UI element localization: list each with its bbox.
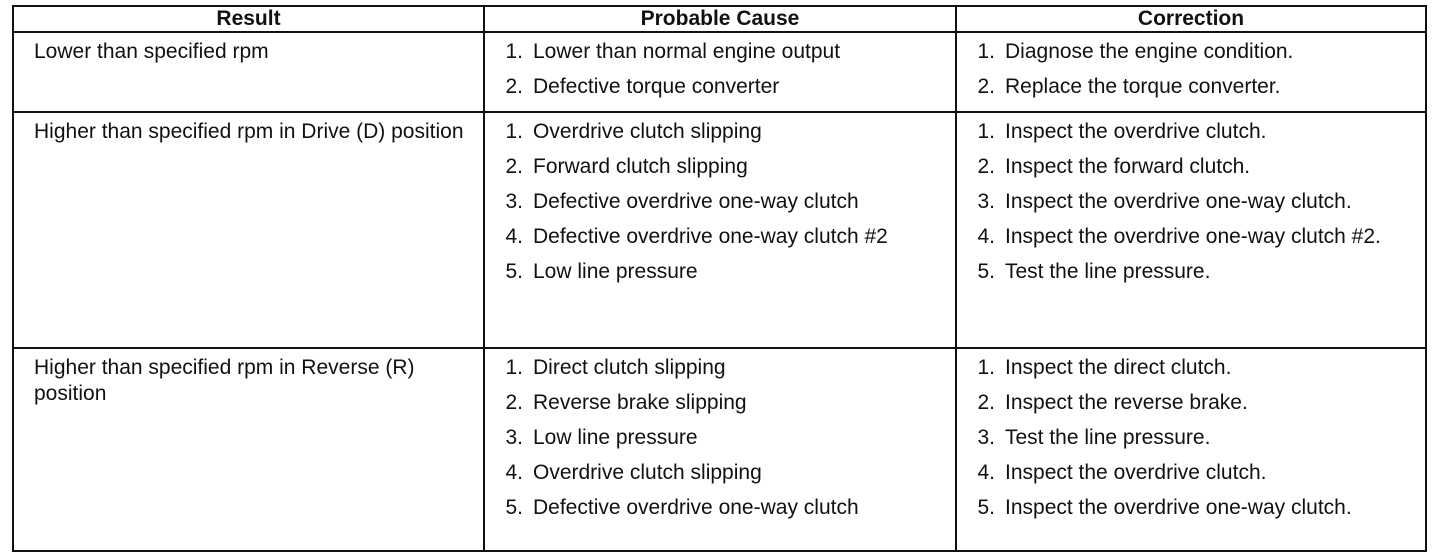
item-text: Defective overdrive one-way clutch: [533, 190, 859, 213]
item-number: 2.: [505, 75, 523, 98]
item-number: 5.: [505, 260, 523, 283]
item-text: Forward clutch slipping: [533, 155, 748, 178]
list-item: [491, 460, 949, 486]
item-text: Replace the torque converter.: [1005, 75, 1281, 98]
item-text: Defective overdrive one-way clutch: [533, 496, 859, 519]
list-item: [963, 355, 1419, 381]
cause-list: [491, 119, 949, 285]
item-number: 1.: [977, 40, 995, 63]
item-number: 1.: [977, 120, 995, 143]
list-item: [963, 119, 1419, 145]
item-text: Overdrive clutch slipping: [533, 120, 762, 143]
result-cell: Lower than specified rpm: [13, 32, 484, 112]
item-number: 5.: [505, 496, 523, 519]
correction-list: [963, 355, 1419, 521]
item-text: Inspect the overdrive one-way clutch.: [1005, 190, 1352, 213]
list-item: [963, 154, 1419, 180]
list-item: [491, 154, 949, 180]
item-text: Reverse brake slipping: [533, 391, 747, 414]
item-number: 4.: [505, 461, 523, 484]
list-item: [491, 39, 949, 65]
item-number: 1.: [505, 40, 523, 63]
item-text: Direct clutch slipping: [533, 356, 726, 379]
header-result: Result: [13, 6, 484, 32]
list-item: [491, 74, 949, 100]
result-cell: Higher than specified rpm in Reverse (R) position: [13, 348, 484, 551]
list-item: [491, 390, 949, 416]
list-item: [963, 425, 1419, 451]
item-number: 4.: [505, 225, 523, 248]
item-number: 3.: [505, 426, 523, 449]
correction-list: [963, 39, 1419, 100]
list-item: [491, 495, 949, 521]
correction-list: [963, 119, 1419, 285]
item-text: Inspect the overdrive clutch.: [1005, 461, 1267, 484]
item-text: Low line pressure: [533, 260, 698, 283]
table-row: [13, 348, 1426, 551]
correction-cell: [956, 32, 1426, 112]
item-text: Inspect the overdrive one-way clutch #2.: [1005, 225, 1381, 248]
item-text: Inspect the direct clutch.: [1005, 356, 1232, 379]
list-item: [963, 259, 1419, 285]
item-number: 4.: [977, 225, 995, 248]
list-item: [491, 189, 949, 215]
table-header: [13, 6, 1426, 32]
table-body: [13, 32, 1426, 551]
list-item: [491, 259, 949, 285]
table-row: [13, 112, 1426, 348]
item-text: Lower than normal engine output: [533, 40, 841, 63]
item-text: Inspect the reverse brake.: [1005, 391, 1248, 414]
item-text: Test the line pressure.: [1005, 426, 1211, 449]
item-number: 2.: [977, 155, 995, 178]
item-number: 2.: [505, 391, 523, 414]
item-number: 5.: [977, 260, 995, 283]
list-item: [491, 355, 949, 381]
list-item: [963, 224, 1419, 250]
item-number: 3.: [977, 190, 995, 213]
list-item: [963, 495, 1419, 521]
item-text: Inspect the overdrive clutch.: [1005, 120, 1267, 143]
diagnosis-table: [12, 5, 1427, 552]
item-number: 5.: [977, 496, 995, 519]
header-row: [13, 6, 1426, 32]
table-row: [13, 32, 1426, 112]
item-number: 1.: [977, 356, 995, 379]
list-item: [963, 390, 1419, 416]
item-text: Low line pressure: [533, 426, 698, 449]
item-number: 3.: [505, 190, 523, 213]
list-item: [491, 224, 949, 250]
cause-list: [491, 39, 949, 100]
item-text: Inspect the forward clutch.: [1005, 155, 1251, 178]
cause-cell: [484, 32, 956, 112]
cause-cell: [484, 348, 956, 551]
cause-cell: [484, 112, 956, 348]
result-cell: Higher than specified rpm in Drive (D) position: [13, 112, 484, 348]
item-number: 4.: [977, 461, 995, 484]
list-item: [963, 39, 1419, 65]
correction-cell: [956, 348, 1426, 551]
list-item: [491, 119, 949, 145]
item-number: 1.: [505, 120, 523, 143]
list-item: [963, 460, 1419, 486]
item-text: Inspect the overdrive one-way clutch.: [1005, 496, 1352, 519]
item-text: Test the line pressure.: [1005, 260, 1211, 283]
item-text: Defective torque converter: [533, 75, 780, 98]
item-number: 2.: [977, 391, 995, 414]
cause-list: [491, 355, 949, 521]
list-item: [963, 74, 1419, 100]
item-text: Diagnose the engine condition.: [1005, 40, 1294, 63]
item-number: 2.: [505, 155, 523, 178]
header-correction: Correction: [956, 6, 1426, 32]
list-item: [491, 425, 949, 451]
item-number: 1.: [505, 356, 523, 379]
item-text: Defective overdrive one-way clutch #2: [533, 225, 888, 248]
item-number: 2.: [977, 75, 995, 98]
item-text: Overdrive clutch slipping: [533, 461, 762, 484]
list-item: [963, 189, 1419, 215]
correction-cell: [956, 112, 1426, 348]
header-probable-cause: Probable Cause: [484, 6, 956, 32]
item-number: 3.: [977, 426, 995, 449]
